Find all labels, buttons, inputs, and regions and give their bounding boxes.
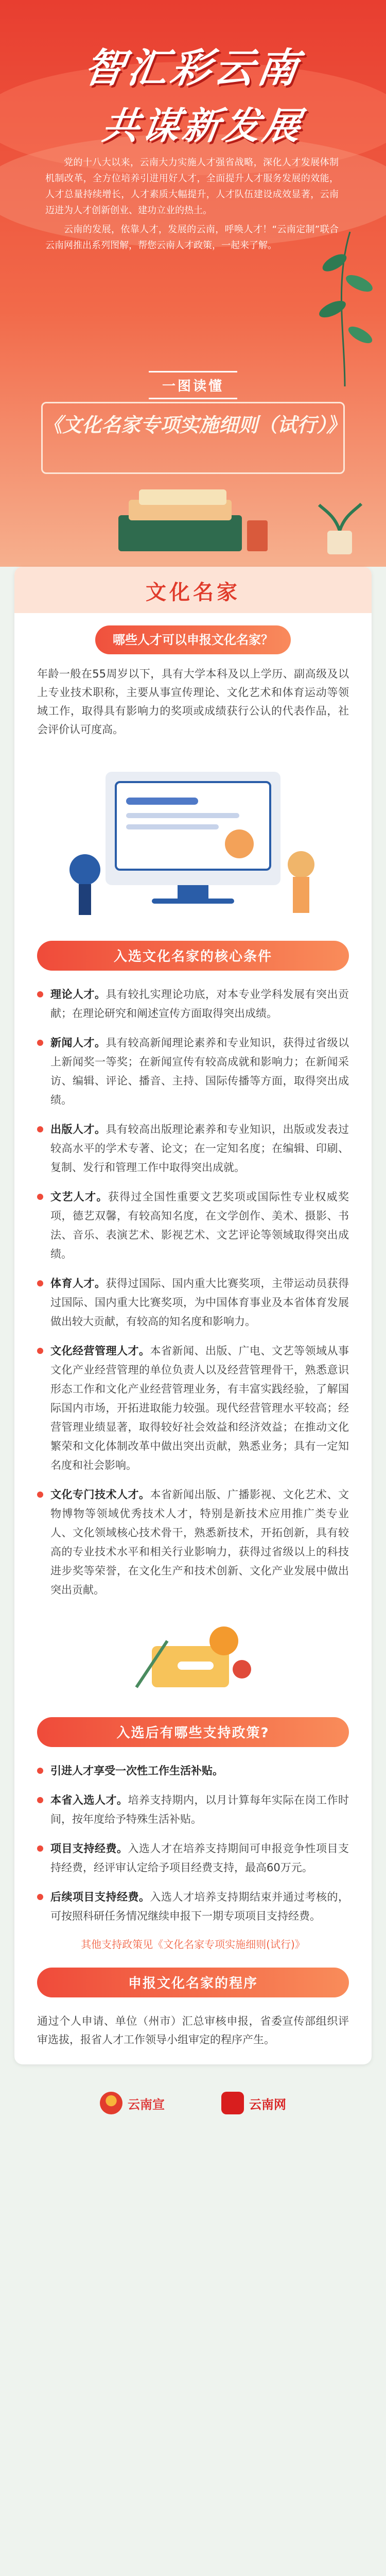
main-content bbox=[0, 567, 386, 2152]
eligibility-text: 年龄一般在55周岁以下，具有大学本科及以上学历、副高级及以上专业技术职称，主要从事宣传理论、文化艺术和体育运动等领域工作，取得具有影响力的奖项或成绩获行公认的代表作品，社会评价认可度高。 bbox=[37, 668, 349, 736]
procedure-text: 通过个人申请、单位（州市）汇总审核申报，省委宣传部组织评审选拔，报省人才工作领导小组审定的程序产生。 bbox=[37, 2015, 349, 2046]
support-name: 后续项目支持经费。 bbox=[50, 1891, 150, 1903]
section-procedure bbox=[14, 1963, 372, 2002]
hero-title-line1: 智汇彩云南 bbox=[81, 45, 304, 92]
condition-text: 获得过全国性重要文艺奖项或国际性专业权威奖项，德艺双馨，有较高知名度，在文学创作、美术、摄影、书法、音乐、表演艺术、影视艺术、文艺评论等领域取得突出成绩。 bbox=[50, 1191, 349, 1260]
support-name: 本省入选人才。 bbox=[50, 1794, 128, 1806]
condition-item bbox=[37, 1120, 349, 1177]
condition-text: 本省新闻出版、广播影视、文化艺术、文物博物等领域优秀技术人才，特别是新技术应用推广类专业人、文化领域核心技术骨干，熟悉新技术，开拓创新，具有较高的专业技术水平和相关行业影响力，获得过省级以上的科技进步奖等荣誉，在文化生产和技术创新、文化产业发展中做出突出贡献。 bbox=[50, 1488, 349, 1596]
footer bbox=[14, 2064, 372, 2142]
logo-text: 云南网 bbox=[249, 2097, 286, 2112]
bullet-icon bbox=[37, 1194, 43, 1200]
condition-item bbox=[37, 985, 349, 1023]
condition-name: 文化专门技术人才。 bbox=[50, 1488, 150, 1501]
bullet-icon bbox=[37, 1845, 43, 1852]
bullet-icon bbox=[37, 1797, 43, 1803]
question-pill: 哪些人才可以申报文化名家？ bbox=[95, 625, 291, 654]
condition-name: 新闻人才。 bbox=[50, 1037, 106, 1049]
bullet-icon bbox=[37, 1768, 43, 1774]
bullet-icon bbox=[37, 991, 43, 997]
bullet-icon bbox=[37, 1040, 43, 1046]
supports-list bbox=[14, 1761, 372, 1926]
books-illustration bbox=[98, 484, 283, 562]
potted-plant-icon bbox=[314, 495, 365, 556]
plant-illustration bbox=[314, 222, 376, 386]
condition-name: 体育人才。 bbox=[50, 1277, 106, 1290]
workspace-illustration bbox=[49, 751, 337, 921]
condition-item bbox=[37, 1188, 349, 1264]
sun-logo-icon bbox=[100, 2092, 122, 2114]
support-text: 入选人才培养支持期结束并通过考核的，可按照科研任务情况继续申报下一期专项项目支持经费。 bbox=[50, 1891, 349, 1922]
section-title: 申报文化名家的程序 bbox=[128, 1976, 258, 1991]
condition-name: 理论人才。 bbox=[50, 988, 106, 1001]
support-item bbox=[37, 1839, 349, 1877]
section-support-policies bbox=[14, 1713, 372, 1751]
support-text: 入选人才在培养支持期间可申报竞争性项目支持经费，经评审认定给予项目经费支持，最高60万元。 bbox=[50, 1842, 349, 1874]
support-item bbox=[37, 1791, 349, 1829]
condition-name: 出版人才。 bbox=[50, 1123, 106, 1136]
condition-name: 文化经营管理人才。 bbox=[50, 1345, 150, 1357]
condition-text: 具有较高出版理论素养和专业知识，出版或发表过较高水平的学术专著、论文；在一定知名度；在编辑、印刷、复制、发行和管理工作中取得突出成就。 bbox=[50, 1123, 349, 1174]
more-policies-link[interactable]: 其他支持政策见《文化名家专项实施细则(试行)》 bbox=[81, 1938, 305, 1951]
section-core-conditions bbox=[14, 937, 372, 975]
bullet-icon bbox=[37, 1348, 43, 1354]
condition-item bbox=[37, 1033, 349, 1110]
document-title: 《文化名家专项实施细则（试行）》 bbox=[41, 402, 345, 474]
support-text: 培养支持期内，以月计算每年实际在岗工作时间，按年度给予特殊生活补贴。 bbox=[50, 1794, 349, 1825]
condition-item bbox=[37, 1342, 349, 1475]
card-header bbox=[14, 567, 372, 613]
condition-text: 获得过国际、国内重大比赛奖项，主带运动员获得过国际、国内重大比赛奖项，为中国体育事业及本省体育发展做出较大贡献，有较高的知名度和影响力。 bbox=[50, 1277, 349, 1328]
read-tag: 一图读懂 bbox=[149, 371, 237, 399]
intro-paragraph: 云南的发展，依靠人才，发展的云南，呼唤人才！“云南定制”联合云南网推出系列图解，帮您云南人才政策，一起来了解。 bbox=[45, 224, 339, 251]
condition-text: 具有较扎实理论功底，对本专业学科发展有突出贡献；在理论研究和阐述宣传方面取得突出成绩。 bbox=[50, 988, 349, 1020]
condition-name: 文艺人才。 bbox=[50, 1191, 108, 1203]
brand-mark-icon bbox=[221, 2092, 244, 2114]
yunnan-net-logo bbox=[221, 2092, 286, 2114]
condition-item bbox=[37, 1485, 349, 1600]
yunnan-propaganda-logo bbox=[100, 2092, 165, 2114]
bullet-icon bbox=[37, 1280, 43, 1286]
condition-text: 本省新闻、出版、广电、文艺等领域从事文化产业经营管理的单位负责人以及经营管理骨干，熟悉意识形态工作和文化产业经营管理业务，有丰富实践经验，了解国际国内市场，开拓进取能力较强。现代经营管理水平较高；经营管理业绩显著，取得较好社会效益和经济效益；在推动文化繁荣和文化体制改革中做出突出贡献，熟悉业务；具有一定知名度和社会影响。 bbox=[50, 1345, 349, 1471]
bullet-icon bbox=[37, 1492, 43, 1498]
intro-paragraph: 党的十八大以来，云南大力实施人才强省战略，深化人才发展体制机制改革，全方位培养引进用好人才，全面提升人才服务发展的效能，人才总量持续增长，人才素质大幅提升，人才队伍建设成效显著，云南迈进为人才创新创业、建功立业的热土。 bbox=[45, 157, 339, 216]
support-name: 项目支持经费。 bbox=[50, 1842, 128, 1855]
support-item bbox=[37, 1761, 349, 1781]
section-title: 入选文化名家的核心条件 bbox=[113, 949, 272, 964]
intro-text bbox=[45, 155, 339, 257]
condition-text: 具有较高新闻理论素养和专业知识，获得过省级以上新闻奖一等奖；在新闻宣传有较高成就和影响力；在新闻采访、编辑、评论、播音、主持、国际传播等方面，取得突出成绩。 bbox=[50, 1037, 349, 1106]
bullet-icon bbox=[37, 1894, 43, 1900]
support-item bbox=[37, 1888, 349, 1926]
hero-banner bbox=[0, 0, 386, 567]
condition-item bbox=[37, 1274, 349, 1331]
conditions-list bbox=[14, 985, 372, 1600]
bullet-icon bbox=[37, 1126, 43, 1132]
card-title: 文化名家 bbox=[146, 581, 240, 604]
support-name: 引进人才享受一次性工作生活补贴。 bbox=[50, 1765, 223, 1777]
hero-title-line2: 共谋新发展 bbox=[99, 104, 307, 147]
read-tag-ribbon bbox=[0, 371, 386, 399]
culture-celebrity-card bbox=[14, 567, 372, 2064]
hero-title bbox=[0, 36, 386, 149]
money-growth-illustration bbox=[116, 1610, 270, 1698]
logo-text: 云南宣 bbox=[128, 2097, 165, 2112]
section-title: 入选后有哪些支持政策? bbox=[116, 1725, 270, 1741]
